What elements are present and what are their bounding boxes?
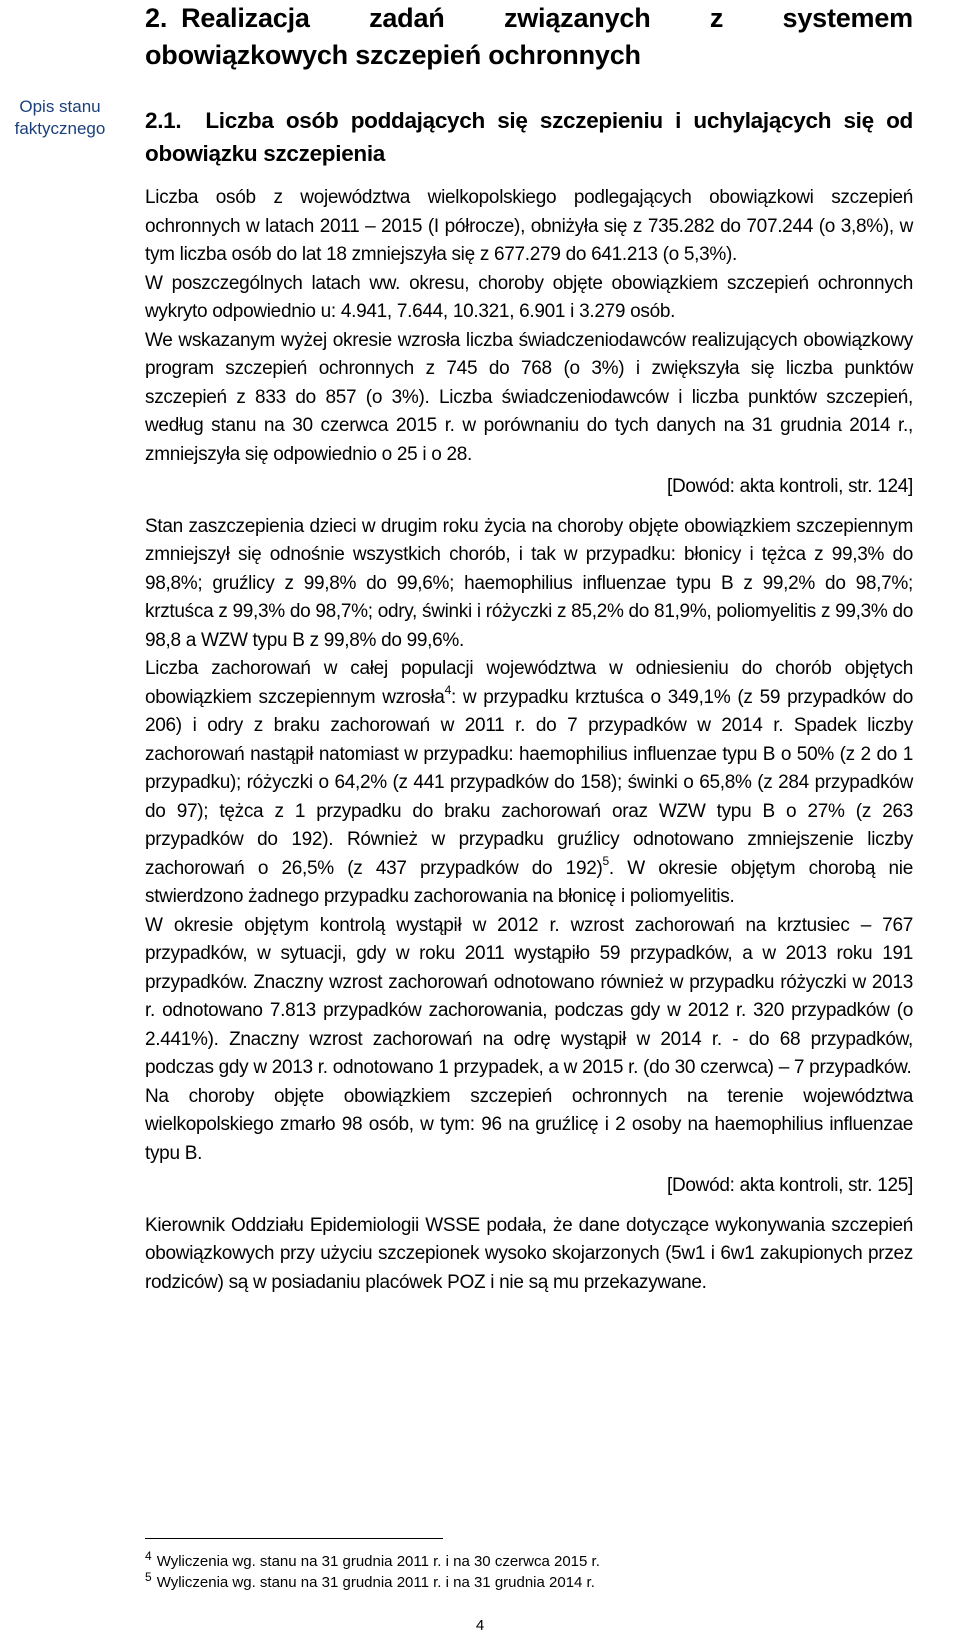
section-number: 2. [145, 3, 168, 33]
incidence-text-part-1: Liczba zachorowań w całej populacji województwa w odniesieniu do chorób objętych obowiązkiem szczepiennym wzrosła [145, 658, 913, 708]
footnote-5 [145, 1572, 845, 1593]
main-content [145, 0, 913, 1297]
section-heading [145, 0, 913, 74]
paragraph-detected-cases: W poszczególnych latach ww. okresu, choroby objęte obowiązkiem szczepień ochronnych wykryto odpowiednio u: 4.941, 7.644, 10.321, 6.901 i 3.279 osób. [145, 272, 913, 322]
section-title: Realizacja zadań związanych z systemem obowiązkowych szczepień ochronnych [145, 3, 913, 70]
paragraph-population: Liczba osób z województwa wielkopolskiego podlegających obowiązkowi szczepień ochronnych w latach 2011 – 2015 (I półrocze), obniżyła się z 735.282 do 707.244 (o 3,8%), w tym liczba osób do lat 18 zmniejszyła się z 677.279 do 641.213 (o 5,3%). [145, 187, 913, 265]
footnote-number: 4 [145, 1549, 152, 1563]
incidence-text-part-2: : w przypadku krztuśca o 349,1% (z 59 przypadków do 206) i odry z braku zachorowań w 2011 r. do 7 przypadków w 2014 r. Spadek liczby zachorowań nastąpił natomiast w przypadku: haemophilius influenzae typu B o 50% (z 2 do 1 przypadku); różyczki o 64,2% (z 441 przypadków do 158); świnki o 65,8% (z 284 przypadków do 97); tężca z 1 przypadku do braku zachorowań oraz WZW typu B o 27% (z 263 przypadków do 192). Również w przypadku gruźlicy odnotowano zmniejszenie liczby zachorowań o 26,5% (z 437 przypadków do 192) [145, 686, 913, 879]
paragraph-providers: We wskazanym wyżej okresie wzrosła liczba świadczeniodawców realizujących obowiązkowy program szczepień ochronnych z 745 do 768 (o 3%) i zwiększyła się liczba punktów szczepień z 833 do 857 (o 3%). Liczba świadczeniodawców i liczba punktów szczepień, według stanu na 30 czerwca 2015 r. w porównaniu do tych danych na 31 grudnia 2014 r., zmniejszyła się odpowiednio o 25 i o 28. [145, 329, 913, 465]
footnote-4 [145, 1551, 845, 1572]
paragraph-vaccination-coverage: Stan zaszczepienia dzieci w drugim roku życia na choroby objęte obowiązkiem szczepiennym zmniejszył się odnośnie wszystkich chorób, i tak w przypadku: błonicy i tężca z 99,3% do 98,8%; gruźlicy z 99,8% do 99,6%; haemophilius influenzae typu B z 99,2% do 98,7%; krztuśca z 99,3% do 98,7%; odry, świnki i różyczki z 85,2% do 81,9%, poliomyelitis z 99,3% do 98,8 a WZW typu B z 99,8% do 99,6%. [145, 515, 914, 651]
paragraph-outbreaks: W okresie objętym kontrolą wystąpił w 2012 r. wzrost zachorowań na krztusiec – 767 przypadków, w sytuacji, gdy w roku 2011 wystąpiło 59 przypadków, a w 2013 roku 191 przypadków. Znaczny wzrost zachorowań odnotowano również w przypadku różyczki w 2013 r. odnotowano 7.813 przypadków zachorowania, podczas gdy w 2012 r. 320 przypadków (o 2.441%). Znaczny wzrost zachorowań na odrę wystąpił w 2014 r. - do 68 przypadków, podczas gdy w 2013 r. odnotowano 1 przypadek, a w 2015 r. (do 30 czerwca) – 7 przypadków. [145, 914, 913, 1078]
paragraph-combined-vaccines: Kierownik Oddziału Epidemiologii WSSE podała, że dane dotyczące wykonywania szczepień obowiązkowych przy użyciu szczepionek wysoko skojarzonych (5w1 i 6w1 zakupionych przez rodziców) są w posiadaniu placówek POZ i nie są mu przekazywane. [145, 1214, 913, 1293]
margin-note [0, 96, 120, 140]
incidence-text-part-3: . W okresie objętym chorobą nie stwierdzono żadnego przypadku zachorowania na błonicę i poliomyelitis. [145, 857, 913, 907]
margin-note-line-2: faktycznego [14, 119, 106, 138]
subsection-heading [145, 104, 913, 170]
footnote-text: Wyliczenia wg. stanu na 31 grudnia 2011 r. i na 31 grudnia 2014 r. [156, 1574, 595, 1591]
evidence-reference-124: [Dowód: akta kontroli, str. 124] [667, 476, 913, 497]
footnote-ref-4: 4 [444, 683, 451, 698]
footnote-separator [145, 1538, 443, 1539]
paragraph-incidence [145, 655, 913, 912]
subsection-number: 2.1. [145, 108, 182, 133]
evidence-reference-125: [Dowód: akta kontroli, str. 125] [667, 1175, 913, 1196]
paragraph-deaths: Na choroby objęte obowiązkiem szczepień ochronnych na terenie województwa wielkopolskiego zmarło 98 osób, w tym: 96 na gruźlicę i 2 osoby na haemophilius influenzae typu B. [145, 1085, 913, 1164]
footnotes [145, 1551, 845, 1593]
page-number: 4 [475, 1617, 485, 1634]
footnote-text: Wyliczenia wg. stanu na 31 grudnia 2011 r. i na 30 czerwca 2015 r. [156, 1553, 600, 1570]
margin-note-line-1: Opis stanu [19, 97, 101, 116]
footnote-ref-5: 5 [602, 854, 609, 869]
footnote-number: 5 [145, 1570, 152, 1584]
subsection-title: Liczba osób poddających się szczepieniu i uchylających się od obowiązku szczepienia [145, 108, 913, 166]
